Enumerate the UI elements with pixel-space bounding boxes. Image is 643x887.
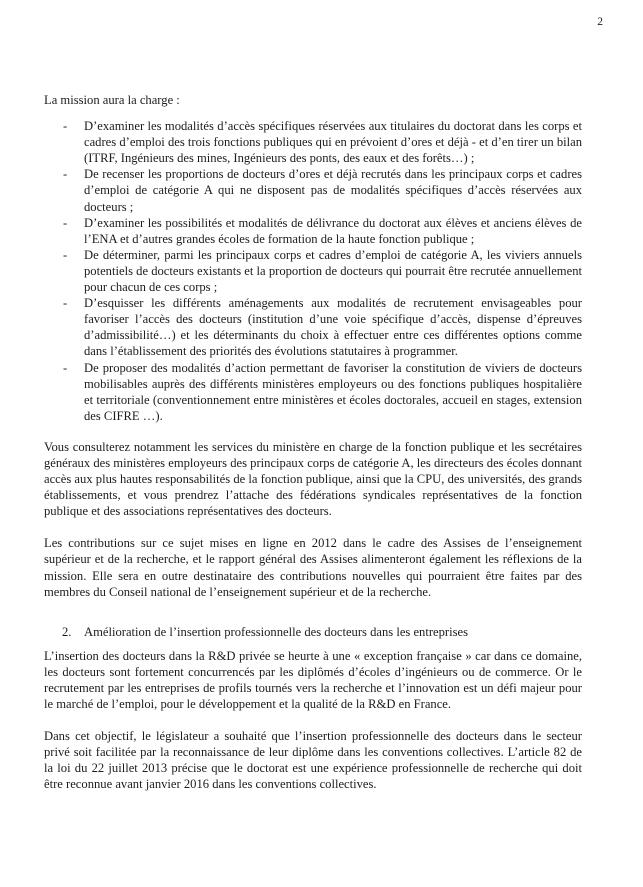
mission-item: - D’esquisser les différents aménagements aux modalités de recrutement envisageables pour favoriser l’accès des docteurs (institution d’une voie spécifique d’accès, dispense d’épreuves d’admissibilité…) et les déterminants du choix à effectuer entre ces différentes options comme dans l’établissement des priorités des évolutions statutaires à programmer. — [44, 295, 582, 359]
mission-item: - D’examiner les possibilités et modalités de délivrance du doctorat aux élèves et anciens élèves de l’ENA et d’autres grandes écoles de formation de la haute fonction publique ; — [44, 215, 582, 247]
objective-paragraph: Dans cet objectif, le législateur a souhaité que l’insertion professionnelle des docteurs dans le secteur privé soit facilitée par la reconnaissance de leur diplôme dans les conventions collectives. L’article 82 de la loi du 22 juillet 2013 précise que le doctorat est une expérience professionnelle de recherche qui doit être reconnue avant janvier 2016 dans les conventions collectives. — [44, 729, 582, 792]
section-heading — [44, 624, 582, 640]
mission-list — [44, 118, 582, 424]
consultation-paragraph: Vous consulterez notamment les services du ministère en charge de la fonction publique et les secrétaires généraux des ministères employeurs des principaux corps de catégorie A, les directeurs des écoles donnant accès aux plus hautes responsabilités de la fonction publique, ainsi que la CPU, des universités, des grands établissements, et vous prendrez l’attache des fédérations syndicales représentatives de la fonction publique et des associations représentatives des docteurs. — [44, 439, 582, 519]
section-title: Amélioration de l’insertion professionnelle des docteurs dans les entreprises — [84, 624, 469, 639]
document-body — [44, 92, 582, 809]
mission-item: - De proposer des modalités d’action permettant de favoriser la constitution de viviers de docteurs mobilisables auprès des différents ministères employeurs ou des fonctions publiques hospitalière et territoriale (conventionnement entre ministères et écoles doctorales, accueil en stages, extension des CIFRE …). — [44, 360, 582, 424]
mission-item: - De recenser les proportions de docteurs d’ores et déjà recrutés dans les principaux corps et cadres d’emploi de catégorie A qui ne disposent pas de modalités spécifiques d’accès réservées aux docteurs ; — [44, 166, 582, 214]
section-number: 2. — [62, 624, 72, 639]
page-number: 2 — [597, 16, 603, 28]
mission-intro: La mission aura la charge : — [44, 93, 180, 107]
mission-item: - D’examiner les modalités d’accès spécifiques réservées aux titulaires du doctorat dans les corps et cadres d’emploi des trois fonctions publiques qui en prévoient d’ores et déjà - et d’en tirer un bilan (ITRF, Ingénieurs des mines, Ingénieurs des ponts, des eaux et des forêts…) ; — [44, 118, 582, 166]
insertion-paragraph: L’insertion des docteurs dans la R&D privée se heurte à une « exception française » car dans ce domaine, les docteurs sont fortement concurrencés par les diplômés d’écoles d’ingénieurs ou de commerce. Or le recrutement par les entreprises de profils tournés vers la recherche et l’innovation est un défi majeur pour le marché de l’emploi, pour le développement et la qualité de la R&D en France. — [44, 648, 582, 712]
mission-item: - De déterminer, parmi les principaux corps et cadres d’emploi de catégorie A, les viviers annuels potentiels de docteurs existants et la proportion de docteurs qui pourrait être recrutée annuellement pour chacun de ces corps ; — [44, 247, 582, 295]
contributions-paragraph: Les contributions sur ce sujet mises en ligne en 2012 dans le cadre des Assises de l’enseignement supérieur et de la recherche, et le rapport général des Assises alimenteront également les réflexions de la mission. Elle sera en outre destinataire des contributions nouvelles qui pourraient être faites par des membres du Conseil national de l’enseignement supérieur et de la recherche. — [44, 536, 582, 599]
